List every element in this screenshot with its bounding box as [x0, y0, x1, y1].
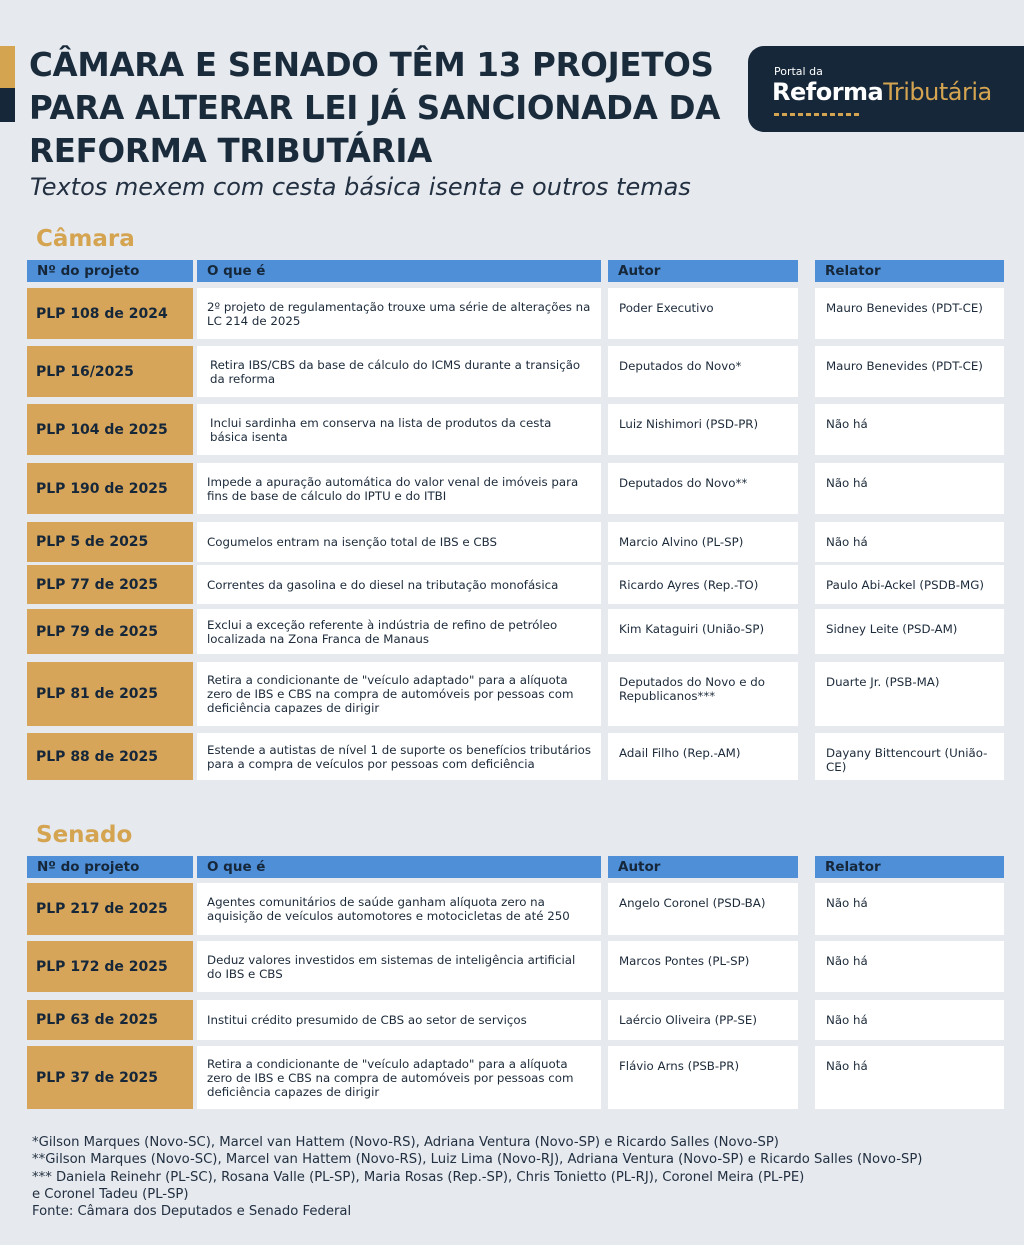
table-cell-author: Marcio Alvino (PL-SP) — [608, 522, 798, 562]
table-cell-reporter: Não há — [815, 941, 1004, 992]
table-cell-reporter: Não há — [815, 522, 1004, 562]
accent-bar-navy — [0, 88, 15, 122]
column-header-what: O que é — [197, 856, 601, 878]
table-cell-author: Luiz Nishimori (PSD-PR) — [608, 404, 798, 455]
table-cell-id: PLP 108 de 2024 — [27, 288, 193, 339]
table-cell-author: Deputados do Novo** — [608, 463, 798, 514]
table-cell-author: Angelo Coronel (PSD-BA) — [608, 883, 798, 935]
table-cell-what: Exclui a exceção referente à indústria de refino de petróleo localizada na Zona Franca de Manaus — [197, 609, 601, 654]
source-note: Fonte: Câmara dos Deputados e Senado Federal — [32, 1204, 352, 1220]
table-cell-author: Marcos Pontes (PL-SP) — [608, 941, 798, 992]
column-header-reporter: Relator — [815, 856, 1004, 878]
page-subtitle: Textos mexem com cesta básica isenta e outros temas — [30, 173, 691, 201]
table-cell-author: Flávio Arns (PSB-PR) — [608, 1046, 798, 1109]
column-header-author: Autor — [608, 856, 798, 878]
column-header-what: O que é — [197, 260, 601, 282]
table-cell-id: PLP 217 de 2025 — [27, 883, 193, 935]
table-cell-author: Poder Executivo — [608, 288, 798, 339]
logo-small-text: Portal da — [774, 65, 823, 78]
section-title-camara: Câmara — [36, 226, 135, 252]
logo-brand-bold: Reforma — [772, 78, 884, 106]
table-cell-id: PLP 5 de 2025 — [27, 522, 193, 562]
table-cell-id: PLP 79 de 2025 — [27, 609, 193, 654]
table-cell-reporter: Paulo Abi-Ackel (PSDB-MG) — [815, 565, 1004, 604]
table-cell-what: Retira a condicionante de "veículo adaptado" para a alíquota zero de IBS e CBS na compra de automóveis por pessoas com deficiência capazes de dirigir — [197, 1046, 601, 1109]
table-cell-reporter: Não há — [815, 1000, 1004, 1040]
table-cell-what: Correntes da gasolina e do diesel na tributação monofásica — [197, 565, 601, 604]
table-cell-id: PLP 37 de 2025 — [27, 1046, 193, 1109]
table-cell-id: PLP 77 de 2025 — [27, 565, 193, 604]
table-cell-what: 2º projeto de regulamentação trouxe uma série de alterações na LC 214 de 2025 — [197, 288, 601, 339]
portal-logo — [748, 46, 1024, 132]
logo-brand-light: Tributária — [883, 78, 992, 106]
table-cell-reporter: Não há — [815, 883, 1004, 935]
accent-bar-gold — [0, 46, 15, 88]
table-cell-reporter: Duarte Jr. (PSB-MA) — [815, 662, 1004, 726]
table-cell-reporter: Mauro Benevides (PDT-CE) — [815, 346, 1004, 397]
table-cell-id: PLP 104 de 2025 — [27, 404, 193, 455]
table-cell-id: PLP 81 de 2025 — [27, 662, 193, 726]
column-header-reporter: Relator — [815, 260, 1004, 282]
table-cell-what: Cogumelos entram na isenção total de IBS e CBS — [197, 522, 601, 562]
logo-dots — [774, 113, 860, 116]
column-header-author: Autor — [608, 260, 798, 282]
footnotes — [32, 1134, 1017, 1220]
table-cell-what: Institui crédito presumido de CBS ao setor de serviços — [197, 1000, 601, 1040]
table-cell-what: Impede a apuração automática do valor venal de imóveis para fins de base de cálculo do IPTU e do ITBI — [197, 463, 601, 514]
table-cell-id: PLP 88 de 2025 — [27, 733, 193, 780]
table-cell-what: Deduz valores investidos em sistemas de inteligência artificial do IBS e CBS — [197, 941, 601, 992]
footnote-4: e Coronel Tadeu (PL-SP) — [32, 1186, 189, 1202]
table-cell-id: PLP 16/2025 — [27, 346, 193, 397]
table-cell-id: PLP 190 de 2025 — [27, 463, 193, 514]
table-cell-reporter: Não há — [815, 463, 1004, 514]
column-header-id: Nº do projeto — [27, 856, 193, 878]
table-cell-id: PLP 172 de 2025 — [27, 941, 193, 992]
table-cell-author: Deputados do Novo e do Republicanos*** — [608, 662, 798, 726]
table-cell-what: Retira a condicionante de "veículo adaptado" para a alíquota zero de IBS e CBS na compra de automóveis por pessoas com deficiência capazes de dirigir — [197, 662, 601, 726]
table-cell-author: Kim Kataguiri (União-SP) — [608, 609, 798, 654]
table-cell-what: Retira IBS/CBS da base de cálculo do ICMS durante a transição da reforma — [197, 346, 601, 397]
footnote-3: *** Daniela Reinehr (PL-SC), Rosana Valle (PL-SP), Maria Rosas (Rep.-SP), Chris Tonietto (PL-RJ), Coronel Meira (PL-PE) — [32, 1169, 805, 1185]
table-cell-author: Adail Filho (Rep.-AM) — [608, 733, 798, 780]
table-cell-what: Inclui sardinha em conserva na lista de produtos da cesta básica isenta — [197, 404, 601, 455]
logo-brand — [772, 78, 992, 106]
table-cell-reporter: Mauro Benevides (PDT-CE) — [815, 288, 1004, 339]
footnote-1: *Gilson Marques (Novo-SC), Marcel van Hattem (Novo-RS), Adriana Ventura (Novo-SP) e Ricardo Salles (Novo-SP) — [32, 1135, 779, 1150]
section-title-senado: Senado — [36, 822, 133, 848]
table-cell-reporter: Dayany Bittencourt (União-CE) — [815, 733, 1004, 780]
table-cell-reporter: Não há — [815, 404, 1004, 455]
page-title: CÂMARA E SENADO TÊM 13 PROJETOS PARA ALTERAR LEI JÁ SANCIONADA DA REFORMA TRIBUTÁRIA — [29, 46, 721, 170]
table-cell-reporter: Não há — [815, 1046, 1004, 1109]
table-cell-author: Laércio Oliveira (PP-SE) — [608, 1000, 798, 1040]
table-cell-what: Agentes comunitários de saúde ganham alíquota zero na aquisição de veículos automotores e motocicletas de até 250 — [197, 883, 601, 935]
column-header-id: Nº do projeto — [27, 260, 193, 282]
table-cell-what: Estende a autistas de nível 1 de suporte os benefícios tributários para a compra de veículos por pessoas com deficiência — [197, 733, 601, 780]
footnote-2: **Gilson Marques (Novo-SC), Marcel van Hattem (Novo-RS), Luiz Lima (Novo-RJ), Adriana Ventura (Novo-SP) e Ricardo Salles (Novo-SP) — [32, 1152, 923, 1168]
table-cell-reporter: Sidney Leite (PSD-AM) — [815, 609, 1004, 654]
table-cell-id: PLP 63 de 2025 — [27, 1000, 193, 1040]
table-cell-author: Deputados do Novo* — [608, 346, 798, 397]
table-cell-author: Ricardo Ayres (Rep.-TO) — [608, 565, 798, 604]
